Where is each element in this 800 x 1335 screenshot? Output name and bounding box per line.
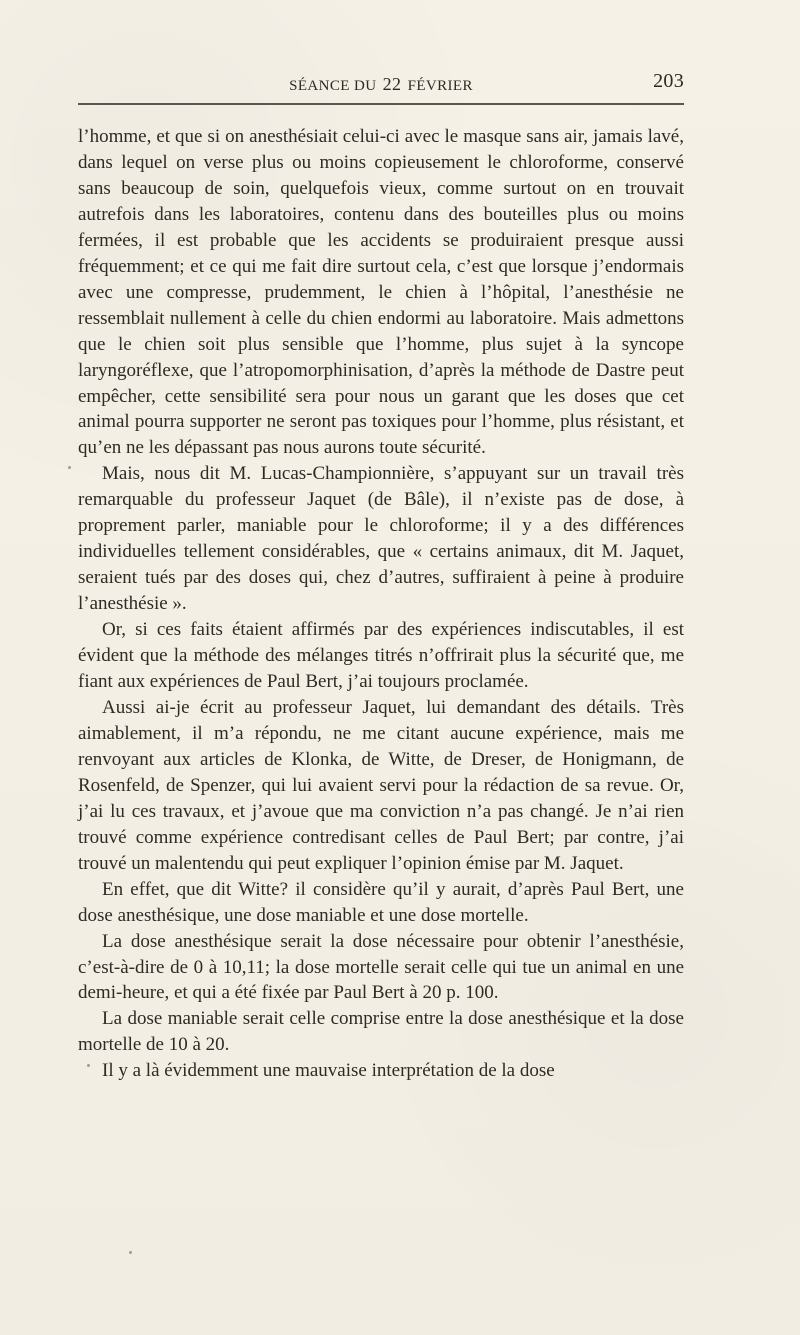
print-speck	[87, 1064, 90, 1067]
running-title	[78, 74, 684, 95]
running-title-prefix: SÉANCE DU	[289, 78, 377, 94]
running-header	[78, 70, 684, 94]
running-title-date-number: 22	[382, 74, 402, 94]
running-title-suffix: FÉVRIER	[407, 78, 473, 94]
page-number: 203	[653, 70, 684, 92]
print-speck	[129, 1251, 132, 1254]
paragraph-2: Mais, nous dit M. Lucas-Championnière, s’appuyant sur un travail très remarquable du professeur Jaquet (de Bâle), il n’existe pas de dose, à proprement parler, maniable pour le chloroforme; il y a des différences individuelles tellement considérables, que « certains animaux, dit M. Jaquet, seraient tués par des doses qui, chez d’autres, suffiraient à peine à produire l’anesthésie ».	[78, 463, 684, 615]
paragraph-5: En effet, que dit Witte? il considère qu’il y aurait, d’après Paul Bert, une dose anesthésique, une dose maniable et une dose mortelle.	[78, 878, 684, 926]
paragraph-3: Or, si ces faits étaient affirmés par des expériences indiscutables, il est évident que la méthode des mélanges titrés n’offrirait plus la sécurité que, me fiant aux expériences de Paul Bert, j’ai toujours proclamée.	[78, 619, 684, 693]
paragraph-6: La dose anesthésique serait la dose nécessaire pour obtenir l’anesthésie, c’est-à-dire de 0 à 10,11; la dose mortelle serait celle qui tue un animal en une demi-heure, et qui a été fixée par Paul Bert à 20 p. 100.	[78, 930, 684, 1004]
body-text	[78, 124, 684, 1084]
print-speck	[68, 466, 71, 469]
header-rule	[78, 103, 684, 105]
paragraph-1: l’homme, et que si on anesthésiait celui-ci avec le masque sans air, jamais lavé, dans lequel on verse plus ou moins copieusement le chloroforme, conservé sans beaucoup de soin, quelquefois vieux, comme surtout on en trouvait autrefois dans les laboratoires, contenu dans des bouteilles plus ou moins fermées, il est probable que les accidents se produiraient presque aussi fréquemment; et ce qui me fait dire surtout cela, c’est que lorsque j’endormais avec une compresse, prudemment, le chien à l’hôpital, l’anesthésie ne ressemblait nullement à celle du chien endormi au laboratoire. Mais admettons que le chien soit plus sensible que l’homme, plus sujet à la syncope laryngoréflexe, que l’atropomorphinisation, d’après la méthode de Dastre peut empêcher, cette sensibilité sera pour nous un garant que les doses que cet animal pourra supporter ne seront pas toxiques pour l’homme, plus résistant, et qu’en ne les dépassant pas nous aurons toute sécurité.	[78, 126, 684, 459]
paragraph-8: Il y a là évidemment une mauvaise interprétation de la dose	[102, 1060, 555, 1082]
paragraph-7: La dose maniable serait celle comprise entre la dose anesthésique et la dose mortelle de 10 à 20.	[78, 1008, 684, 1056]
paragraph-4: Aussi ai-je écrit au professeur Jaquet, lui demandant des détails. Très aimablement, il m’a répondu, ne me citant aucune expérience, mais me renvoyant aux articles de Klonka, de Witte, de Dreser, de Honigmann, de Rosenfeld, de Spenzer, qui lui avaient servi pour la rédaction de sa revue. Or, j’ai lu ces travaux, et j’avoue que ma conviction n’a pas changé. Je n’ai rien trouvé comme expérience contredisant celles de Paul Bert; par contre, j’ai trouvé un malentendu qui peut expliquer l’opinion émise par M. Jaquet.	[78, 696, 684, 874]
